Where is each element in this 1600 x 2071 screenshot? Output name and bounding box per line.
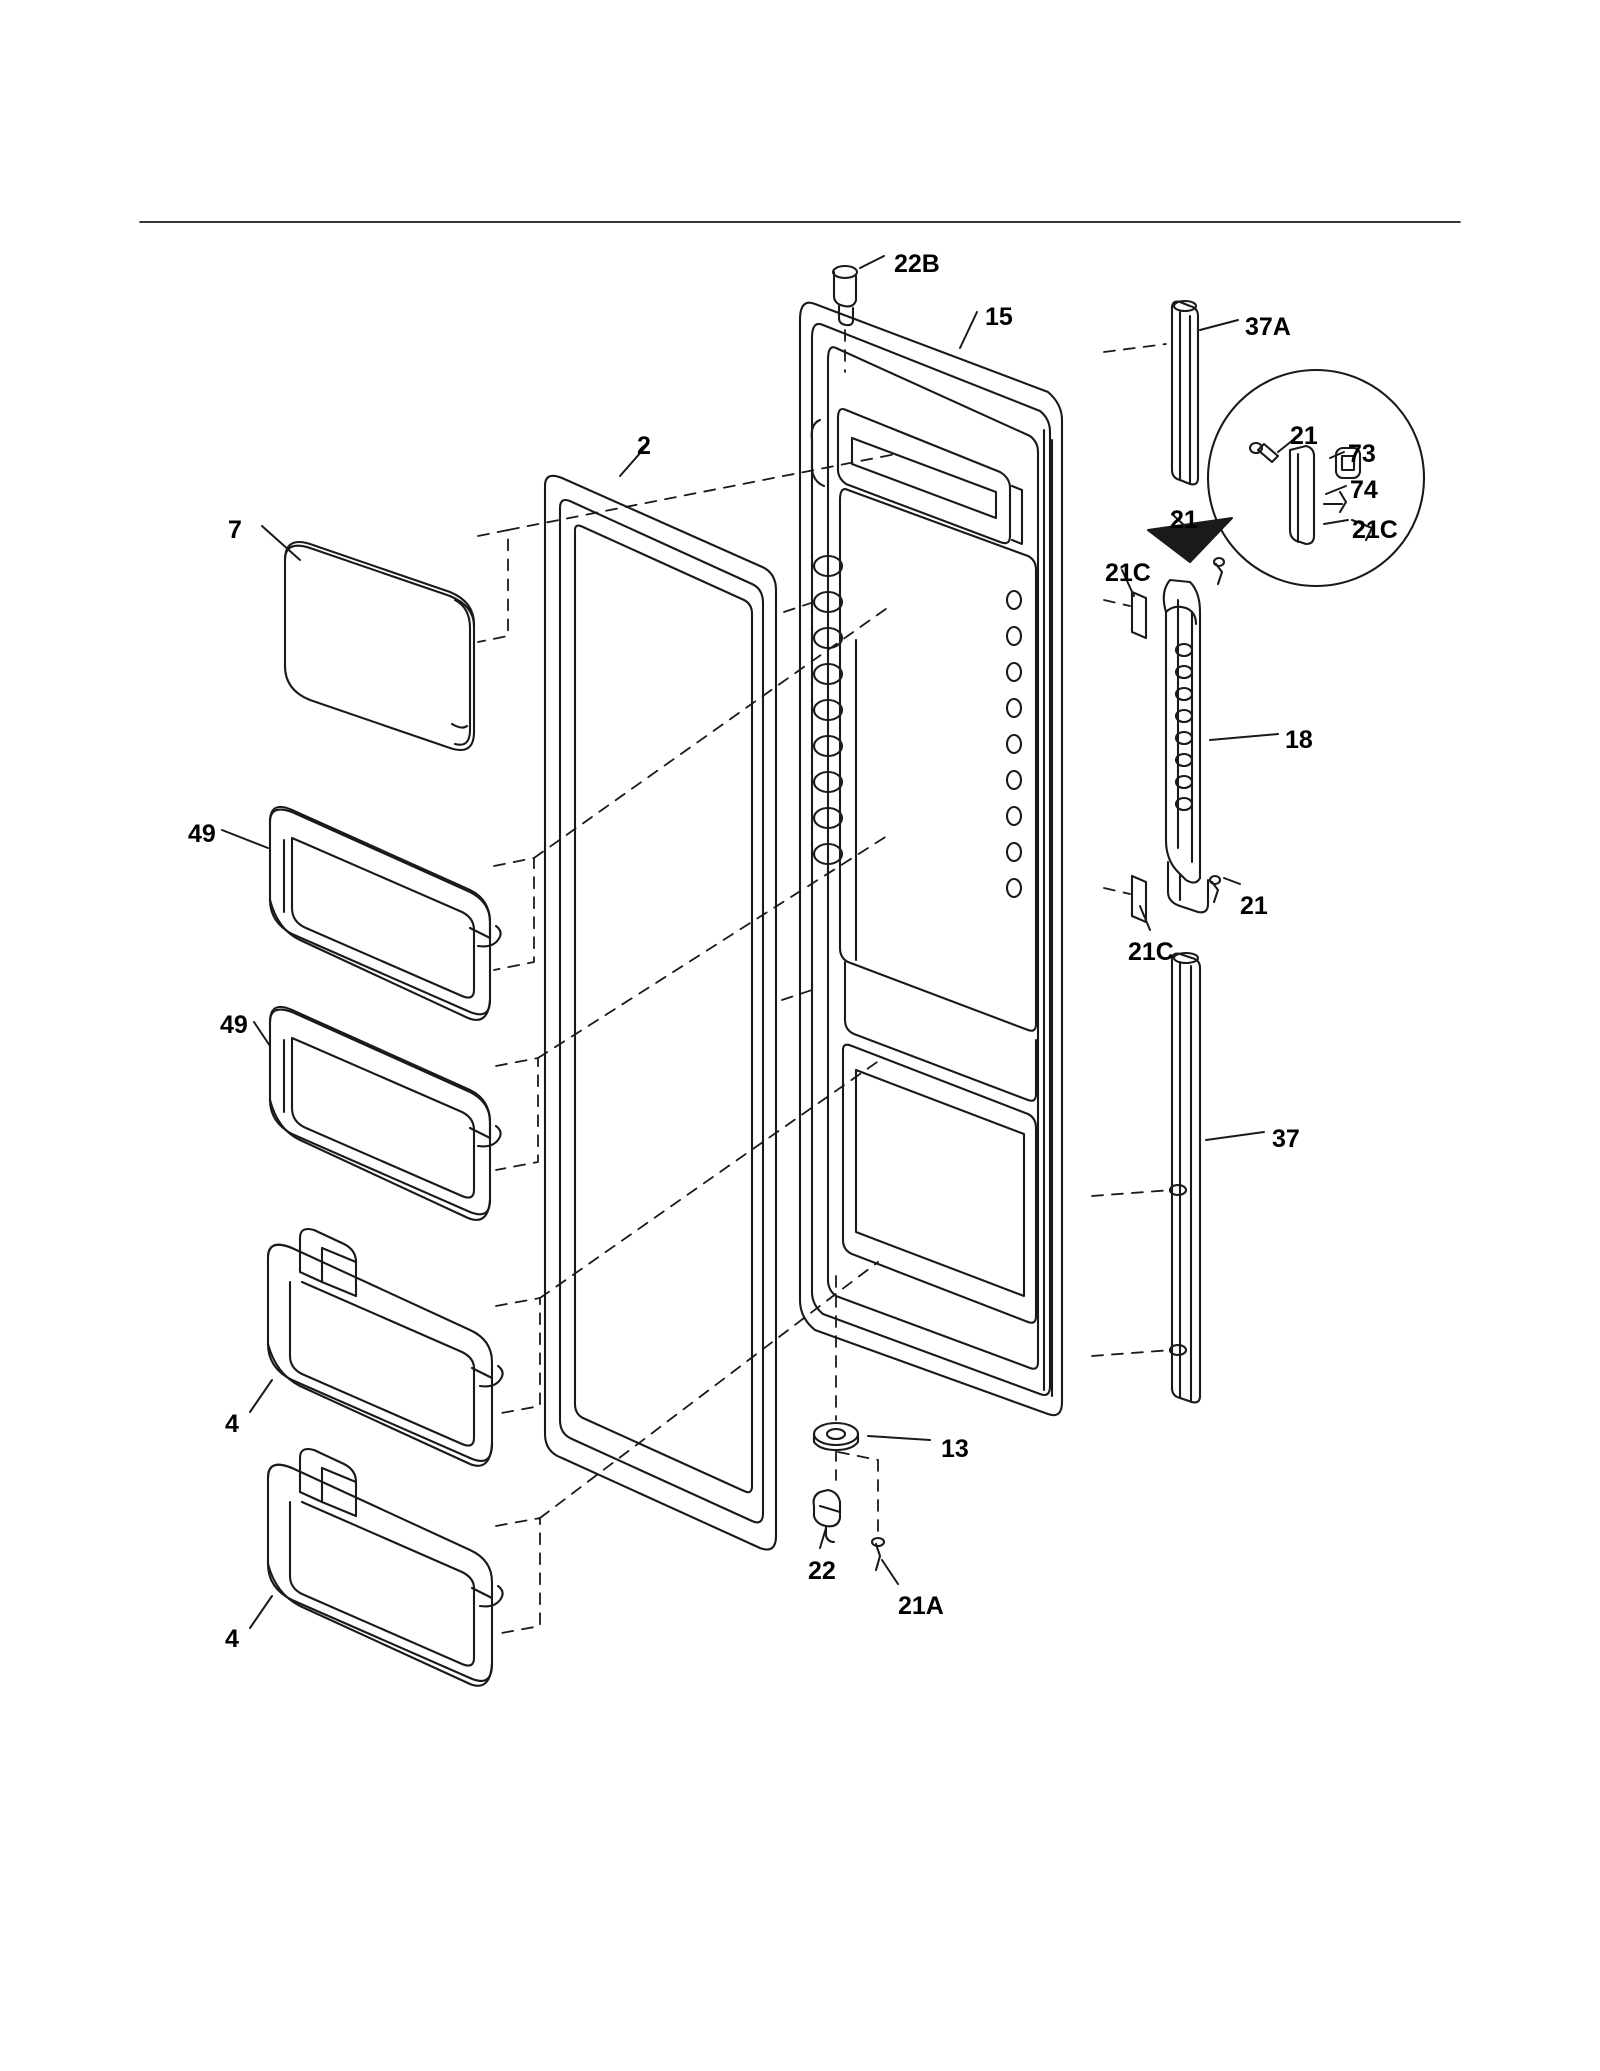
part-door-bin-4-2 [268, 1449, 503, 1686]
callout-21c-upper: 21C [1105, 559, 1151, 587]
callout-4-1: 4 [225, 1410, 239, 1438]
callout-22b: 22B [894, 250, 940, 278]
callout-21c-inset: 21C [1352, 516, 1398, 544]
callout-21c-lower: 21C [1128, 938, 1174, 966]
callout-4-2: 4 [225, 1625, 239, 1653]
callout-13: 13 [941, 1435, 969, 1463]
part-door-stop [814, 1490, 840, 1542]
part-door-bin-49-2 [270, 1007, 501, 1220]
callout-2: 2 [637, 432, 651, 460]
part-trim-strip-37 [1170, 953, 1200, 1402]
handle-screws [1210, 558, 1224, 902]
callout-21-right: 21 [1240, 892, 1268, 920]
part-hinge-bushing [814, 1423, 858, 1450]
callout-37: 37 [1272, 1125, 1300, 1153]
callout-22: 22 [808, 1557, 836, 1585]
callout-7: 7 [228, 516, 242, 544]
part-door-handle [1164, 580, 1208, 912]
callout-49-2: 49 [220, 1011, 248, 1039]
callout-21a: 21A [898, 1592, 944, 1620]
liner-shelf-supports [1007, 591, 1021, 897]
part-dairy-cover [285, 542, 474, 750]
callout-21-left: 21 [1170, 506, 1198, 534]
callout-73: 73 [1348, 440, 1376, 468]
part-door-bin-4-1 [268, 1229, 503, 1466]
callout-37a: 37A [1245, 313, 1291, 341]
callout-15: 15 [985, 303, 1013, 331]
part-trim-strip-37a [1172, 301, 1198, 484]
part-door-gasket [545, 476, 776, 1550]
callout-74: 74 [1350, 476, 1378, 504]
part-screw-21a [872, 1538, 884, 1570]
callout-49-1: 49 [188, 820, 216, 848]
part-door-bin-49-1 [270, 807, 501, 1020]
callout-18: 18 [1285, 726, 1313, 754]
detail-inset [1208, 370, 1424, 586]
callout-21-top: 21 [1290, 422, 1318, 450]
handle-mount-tabs [1132, 592, 1146, 922]
